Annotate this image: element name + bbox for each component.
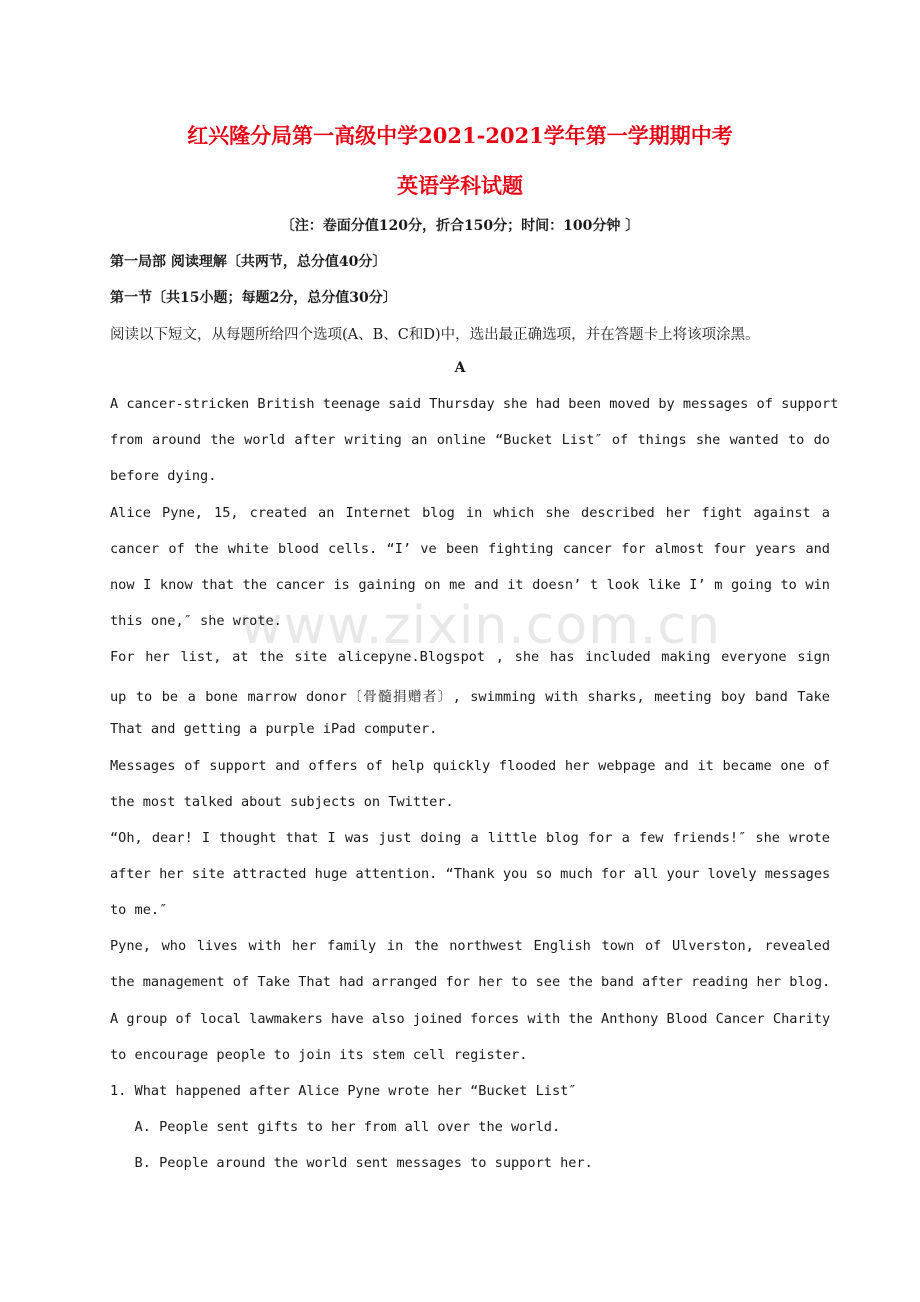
passage-line: from around the world after writing an online “Bucket List″ of things she wanted to do <box>110 432 830 448</box>
passage-line: That and getting a purple iPad computer. <box>110 721 438 737</box>
question-stem: 1. What happened after Alice Pyne wrote her “Bucket List″ <box>110 1083 577 1099</box>
passage-line: now I know that the cancer is gaining on me and it doesn’ t look like I’ m going to win <box>110 577 830 593</box>
exam-subject-title: 英语学科试题 <box>397 173 523 198</box>
passage-line: to me.″ <box>110 902 168 918</box>
exam-note: 〔注：卷面分值120分，折合150分；时间：100分钟 〕 <box>280 218 640 234</box>
passage-line: up to be a bone marrow donor〔骨髓捐赠者〕, swimming with sharks, meeting boy band Take <box>110 689 830 705</box>
part-heading: 第一局部 阅读理解〔共两节，总分值40分〕 <box>110 254 387 270</box>
passage-line: For her list, at the site alicepyne.Blogspot , she has included making everyone sign <box>110 649 830 665</box>
passage-line: A cancer-stricken British teenage said Thursday she had been moved by messages of support <box>110 396 839 412</box>
answer-option-a: A. People sent gifts to her from all over the world. <box>110 1119 561 1135</box>
passage-line: Messages of support and offers of help quickly flooded her webpage and it became one of <box>110 758 830 774</box>
instructions: 阅读以下短文，从每题所给四个选项(A、B、C和D)中，选出最正确选项，并在答题卡上将该项涂黑。 <box>110 327 760 343</box>
passage-line: to encourage people to join its stem cell register. <box>110 1047 528 1063</box>
watermark: www.zixin.com.cn <box>240 596 721 656</box>
exam-title: 红兴隆分局第一高级中学2021-2021学年第一学期期中考 <box>187 123 733 148</box>
passage-line: Pyne, who lives with her family in the northwest English town of Ulverston, revealed <box>110 938 830 954</box>
passage-label: A <box>454 360 466 376</box>
subsection-heading: 第一节〔共15小题；每题2分，总分值30分〕 <box>110 290 397 306</box>
passage-line: A group of local lawmakers have also joined forces with the Anthony Blood Cancer Charity <box>110 1011 831 1027</box>
passage-line: the most talked about subjects on Twitter. <box>110 794 454 810</box>
passage-line: Alice Pyne, 15, created an Internet blog in which she described her fight against a <box>110 505 830 521</box>
passage-line: cancer of the white blood cells. “I’ ve been fighting cancer for almost four years and <box>110 541 830 557</box>
passage-line: “Oh, dear! I thought that I was just doing a little blog for a few friends!″ she wrote <box>110 830 830 846</box>
passage-line: before dying. <box>110 468 217 484</box>
passage-line: after her site attracted huge attention. “Thank you so much for all your lovely messages <box>110 866 831 882</box>
answer-option-b: B. People around the world sent messages to support her. <box>110 1155 593 1171</box>
passage-line: this one,″ she wrote. <box>110 613 282 629</box>
passage-line: the management of Take That had arranged for her to see the band after reading her blog. <box>110 974 831 990</box>
